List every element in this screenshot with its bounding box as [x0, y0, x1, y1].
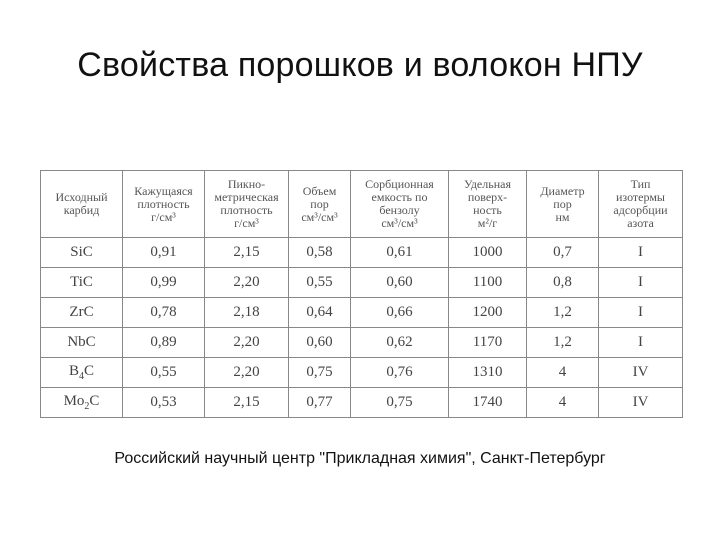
column-header [527, 171, 599, 238]
column-header-line: см³/см³ [381, 216, 418, 230]
table-cell: 2,20 [205, 268, 289, 298]
table-row [41, 388, 683, 418]
table-cell: I [599, 238, 683, 268]
table-cell: 0,78 [123, 298, 205, 328]
table-cell: I [599, 328, 683, 358]
table-cell: 2,18 [205, 298, 289, 328]
carbide-formula-subscript: 4 [79, 371, 84, 382]
column-header-line: адсорбции [613, 203, 668, 217]
table-cell: 1310 [449, 358, 527, 388]
column-header [449, 171, 527, 238]
table-cell: 0,76 [351, 358, 449, 388]
table-row [41, 358, 683, 388]
column-header-line: пор [553, 196, 572, 211]
table-cell: 4 [527, 388, 599, 418]
column-header-line: бензолу [379, 203, 420, 217]
column-header-line: г/см³ [234, 216, 259, 230]
column-header-line: нм [555, 209, 570, 224]
carbide-formula-base: TiC [70, 274, 93, 290]
column-header-line: м²/г [477, 216, 498, 230]
table-cell: 1,2 [527, 298, 599, 328]
column-header-line: Объем [302, 183, 337, 198]
carbide-formula-tail: C [84, 363, 95, 379]
table-cell: 2,15 [205, 238, 289, 268]
table-cell: 0,61 [351, 238, 449, 268]
carbide-formula-base: B [68, 363, 79, 379]
table-cell: 0,7 [527, 238, 599, 268]
slide-title: Свойства порошков и волокон НПУ [77, 46, 643, 84]
column-header-line: Исходный [55, 190, 108, 204]
carbide-formula-base: ZrC [69, 304, 94, 320]
column-header-line: пор [310, 196, 329, 211]
table-cell: 0,8 [527, 268, 599, 298]
column-header [205, 171, 289, 238]
carbide-cell [41, 358, 123, 388]
column-header-line: ность [473, 203, 502, 217]
table-cell: 0,62 [351, 328, 449, 358]
table-cell: 1,2 [527, 328, 599, 358]
table-cell: 0,60 [351, 268, 449, 298]
table-cell: 0,60 [289, 328, 351, 358]
column-header [123, 171, 205, 238]
properties-table [40, 170, 683, 418]
table-cell: 0,55 [123, 358, 205, 388]
table-body [41, 238, 683, 418]
carbide-cell [41, 328, 123, 358]
table-cell: 1000 [449, 238, 527, 268]
carbide-formula-base: SiC [70, 244, 93, 260]
table-cell: 0,99 [123, 268, 205, 298]
table-cell: 4 [527, 358, 599, 388]
column-header-line: Сорбционная [365, 177, 434, 191]
column-header-line: карбид [63, 203, 100, 217]
table-cell: 0,77 [289, 388, 351, 418]
table-cell: 1200 [449, 298, 527, 328]
column-header-line: плотность [220, 203, 273, 217]
carbide-cell [41, 298, 123, 328]
table-cell: 0,75 [289, 358, 351, 388]
column-header-line: азота [627, 216, 654, 230]
table-cell: 0,64 [289, 298, 351, 328]
column-header-line: Удельная [464, 177, 511, 191]
column-header-line: Тип [630, 177, 651, 191]
table-cell: 1100 [449, 268, 527, 298]
table-cell: IV [599, 358, 683, 388]
column-header [41, 171, 123, 238]
table-cell: 2,20 [205, 328, 289, 358]
table-cell: 0,75 [351, 388, 449, 418]
column-header-line: изотермы [616, 190, 665, 204]
carbide-formula-tail: C [89, 393, 100, 409]
table-cell: 0,66 [351, 298, 449, 328]
column-header [599, 171, 683, 238]
column-header-line: емкость по [371, 190, 428, 204]
column-header-line: плотность [137, 196, 190, 211]
table-cell: I [599, 268, 683, 298]
carbide-formula-base: NbC [67, 334, 96, 350]
carbide-cell [41, 268, 123, 298]
table-cell: 0,55 [289, 268, 351, 298]
column-header-line: Кажущаяся [134, 183, 193, 198]
column-header-line: поверх- [467, 190, 508, 204]
table-row [41, 268, 683, 298]
table-cell: 0,89 [123, 328, 205, 358]
column-header-line: г/см³ [151, 209, 176, 224]
carbide-cell [41, 238, 123, 268]
table-row [41, 328, 683, 358]
footer-caption: Российский научный центр "Прикладная химия", Санкт-Петербург [114, 450, 606, 467]
table-cell: 0,91 [123, 238, 205, 268]
table-cell: 0,53 [123, 388, 205, 418]
carbide-cell [41, 388, 123, 418]
table-cell: 1740 [449, 388, 527, 418]
table-cell: 2,15 [205, 388, 289, 418]
column-header [289, 171, 351, 238]
column-header-line: Пикно- [227, 177, 266, 191]
table-cell: 2,20 [205, 358, 289, 388]
table-cell: I [599, 298, 683, 328]
header-row [41, 171, 683, 238]
table-cell: IV [599, 388, 683, 418]
column-header-line: см³/см³ [301, 209, 338, 224]
table-row [41, 238, 683, 268]
table-cell: 0,58 [289, 238, 351, 268]
table-cell: 1170 [449, 328, 527, 358]
column-header-line: метрическая [214, 190, 279, 204]
column-header-line: Диаметр [540, 183, 585, 198]
column-header [351, 171, 449, 238]
carbide-formula-base: Mo [63, 393, 85, 409]
table-row [41, 298, 683, 328]
carbide-formula-subscript: 2 [84, 401, 90, 412]
